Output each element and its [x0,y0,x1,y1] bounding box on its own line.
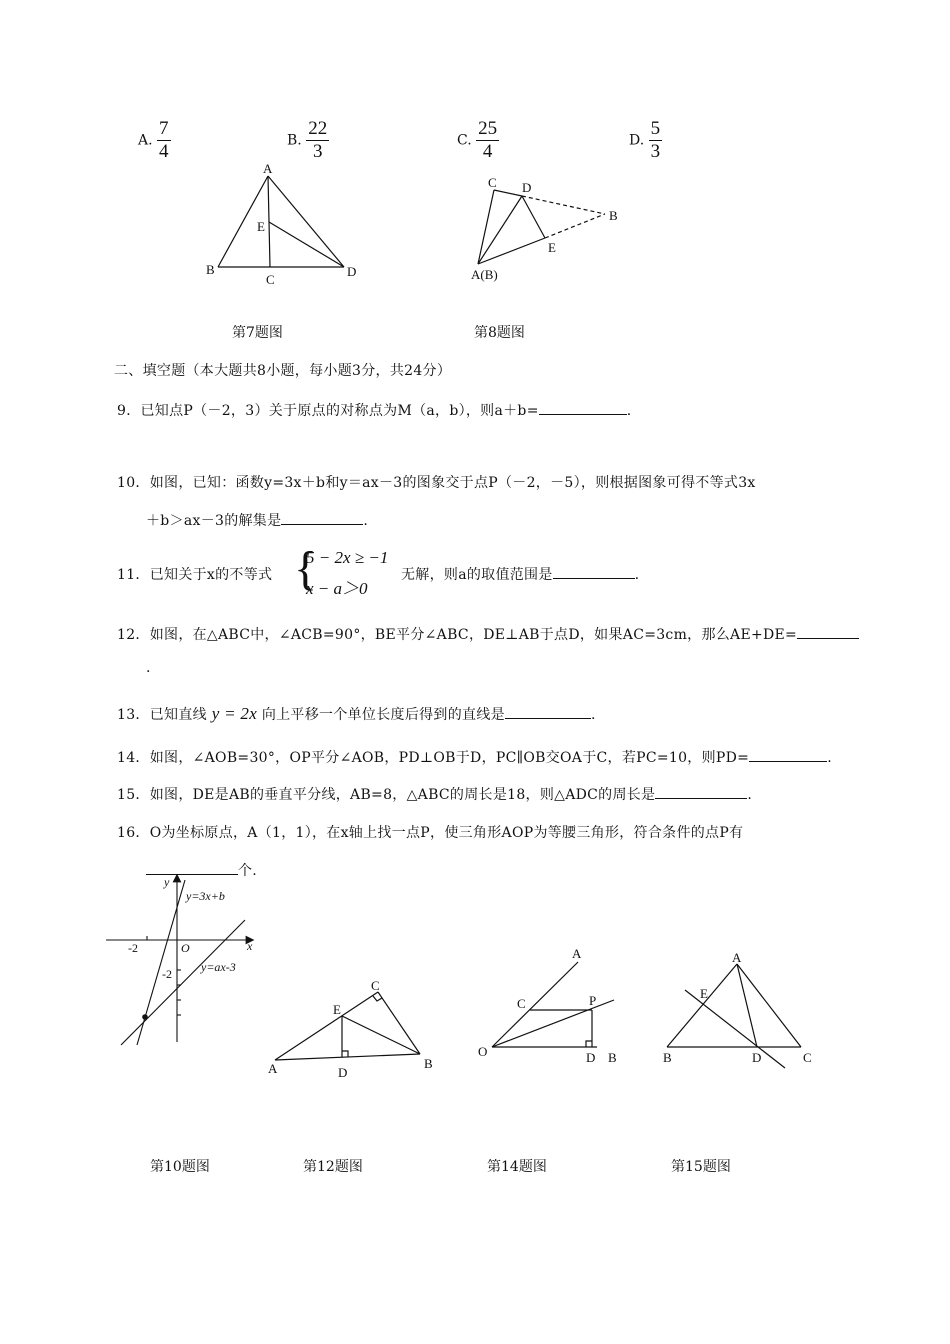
question-14 [117,747,832,767]
question-11-suffix [401,564,639,584]
option-d [629,118,662,163]
caption-fig15: 第15题图 [671,1159,731,1175]
label-a: A [268,1061,278,1076]
period: . [363,513,369,529]
section-title: 二、填空题（本大题共8小题，每小题3分，共24分） [114,363,452,379]
label-d: D [586,1050,596,1065]
option-fraction [157,118,171,163]
label-e: E [700,986,708,1001]
fraction-numerator: 22 [308,118,328,139]
segment-da [478,196,522,264]
segment-eb [342,1016,420,1054]
figure-10 [100,870,265,1055]
caption-fig12: 第12题图 [303,1159,363,1175]
option-fraction [476,118,499,163]
period: . [827,750,832,766]
question-text: 9．已知点P（－2，3）关于原点的对称点为M（a，b），则a＋b= [117,403,539,419]
question-12-line1 [117,624,859,644]
option-letter: C. [457,132,472,149]
math-expression: y = 2x [211,704,258,723]
caption-fig8: 第8题图 [474,325,525,341]
label-origin: O [181,941,190,955]
label-p: P [589,993,597,1008]
segment-ab [667,964,737,1047]
label-e: E [333,1002,341,1017]
fraction-denominator: 4 [482,141,493,162]
segment-cb [378,992,420,1054]
label-a: A [732,950,742,965]
line-y-ax-3 [121,920,245,1045]
answer-blank[interactable] [505,704,591,719]
question-text: 13．已知直线 [117,707,207,723]
question-11-prefix: 11．已知关于x的不等式 [117,567,273,583]
period: . [590,707,596,723]
question-text: 15．如图，DE是AB的垂直平分线，AB=8，△ABC的周长是18，则△ADC的周长是 [117,787,656,803]
period: . [747,787,753,803]
label-d: D [347,264,357,279]
fraction-numerator: 7 [159,118,169,139]
segment-cd [494,190,522,196]
right-angle-d [586,1041,592,1047]
question-12-line2: . [146,660,151,676]
label-c: C [517,996,526,1011]
label-a: A [572,946,582,961]
question-10-line2 [146,510,368,530]
fraction-denominator: 3 [650,141,661,162]
dashed-eb [545,214,605,238]
fraction-numerator: 5 [650,118,661,139]
brace-icon: { [294,542,318,595]
option-fraction [649,118,663,163]
system-line-2: x − a＞0 [306,579,368,598]
question-text: 无解，则a的取值范围是 [401,567,553,583]
answer-blank[interactable] [281,510,363,525]
answer-blank[interactable] [797,624,859,639]
label-c: C [803,1050,812,1065]
fraction-denominator: 3 [312,141,323,162]
label-line-1: y=3x+b [186,889,225,903]
figure-7 [195,158,375,288]
segment-ca [478,190,494,264]
question-text: 向上平移一个单位长度后得到的直线是 [261,707,505,723]
label-d: D [522,180,532,195]
figure-12 [262,975,440,1085]
label-c: C [371,978,380,993]
label-e: E [257,219,265,234]
question-text: 12．如图，在△ABC中，∠ACB=90°，BE平分∠ABC，DE⊥AB于点D，如果AC=3cm，那么AE+DE= [117,627,798,643]
figure-8 [465,170,625,285]
right-angle-d [342,1051,348,1057]
label-o: O [478,1044,488,1059]
question-15 [117,784,752,804]
question-text: ＋b＞ax－3的解集是 [146,513,282,529]
question-text: 个. [238,863,258,879]
label-a: A [263,161,273,176]
caption-fig7: 第7题图 [232,325,283,341]
label-b: B [608,1050,617,1065]
label-neg2-x: -2 [128,941,138,955]
answer-blank[interactable] [553,564,635,579]
option-letter: A. [138,132,153,149]
question-13 [117,704,596,724]
label-b: B [424,1056,433,1071]
label-line-2: y=ax-3 [201,960,236,974]
period: . [634,567,640,583]
question-text: 14．如图，∠AOB=30°，OP平分∠AOB，PD⊥OB于D，PC∥OB交OA于C，若PC=10，则PD= [117,750,750,766]
segment-ed [269,222,344,267]
question-9 [117,400,632,420]
question-10-line1: 10．如图，已知：函数y=3x＋b和y＝ax－3的图象交于点P（－2，－5），则根据图象可得不等式3x [117,475,756,491]
label-c: C [488,175,497,190]
segment-ae [478,238,545,264]
label-e: E [548,240,556,255]
system-line-1: 5 − 2x ≥ −1 [306,548,389,567]
option-letter: D. [629,132,645,149]
label-a-b: A(B) [471,267,498,282]
caption-fig10: 第10题图 [150,1159,210,1175]
label-d: D [752,1050,762,1065]
figure-14 [472,940,622,1065]
answer-blank[interactable] [749,747,827,762]
label-b: B [206,262,215,277]
label-x: x [247,939,253,953]
label-b: B [609,208,618,223]
fraction-denominator: 4 [159,141,169,162]
dashed-db [522,196,605,214]
fraction-numerator: 25 [478,118,498,139]
answer-blank[interactable] [539,400,627,415]
option-b [287,118,329,163]
segment-oa [492,962,578,1047]
option-fraction [306,118,329,163]
figure-15 [655,945,820,1070]
period: . [626,403,632,419]
question-16-line1: 16．O为坐标原点，A（1，1），在x轴上找一点P，使三角形AOP为等腰三角形，符合条件的点P有 [117,825,744,841]
segment-de [522,196,545,238]
line-y-3x-b [137,880,185,1045]
label-y: y [164,875,170,889]
option-c [457,118,499,163]
segment-ac [268,176,270,267]
caption-fig14: 第14题图 [487,1159,547,1175]
option-a [138,118,171,163]
label-c: C [266,272,275,287]
intersection-point [142,1014,148,1020]
perpendicular-bisector [685,990,785,1068]
segment-ad [268,176,344,267]
option-letter: B. [287,132,302,149]
label-neg2-y: -2 [162,967,172,981]
label-d: D [338,1065,348,1080]
inequality-system [294,542,394,599]
label-b: B [663,1050,672,1065]
answer-blank[interactable] [655,784,747,799]
